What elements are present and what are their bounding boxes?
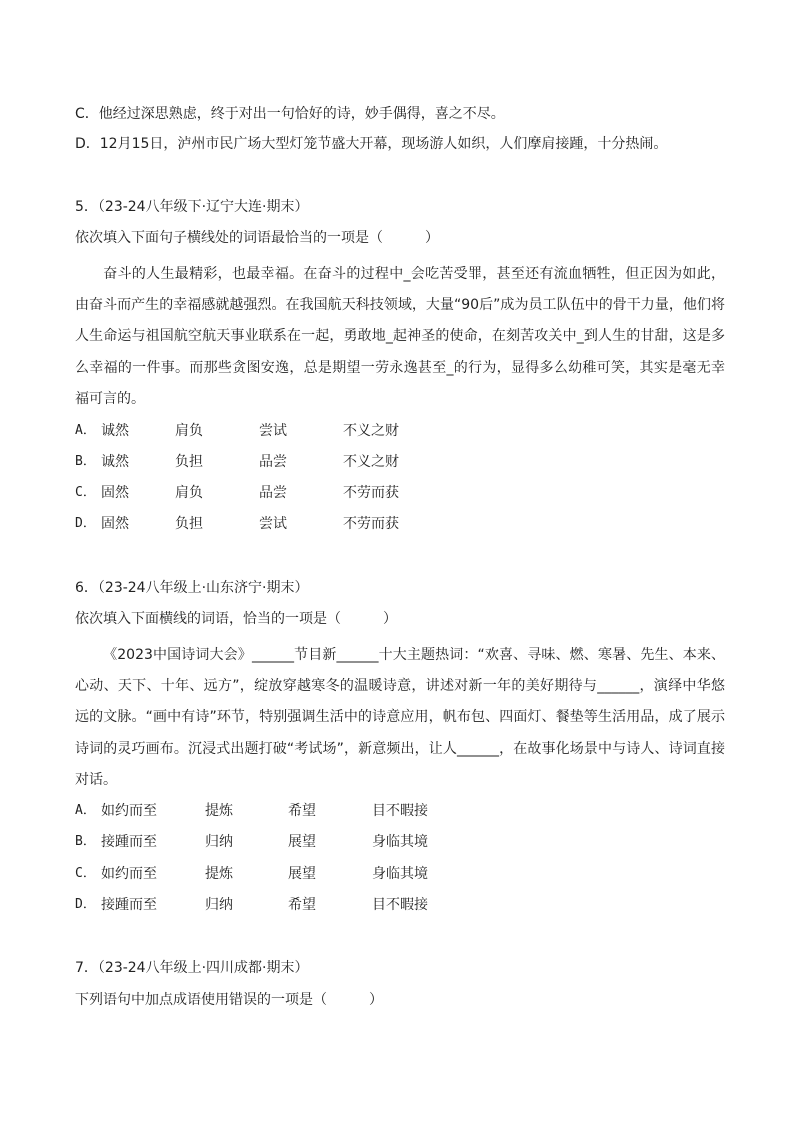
option-word-1: 诚然 [101, 454, 129, 470]
option-word-1: 固然 [101, 485, 129, 501]
q5-header: 5．（23-24八年级下·辽宁大连·期末） [75, 199, 309, 215]
q5-passage [75, 259, 725, 415]
option-word-3: 希望 [288, 897, 316, 913]
option-word-3: 品尝 [259, 454, 287, 470]
q6-passage-text: 《2023中国诗词大会》______节目新______十大主题热词：“欢喜、寻味、燃、寒暑、先生、本来、心动、天下、十年、远方”，绽放穿越寒冬的温暖诗意，讲述对新一年的美好期待与______，演绎中华悠远的文脉。“画中有诗”环节，特别强调生活中的诗意应用，帆布包、四面灯、餐垫等生活用品，成了展示诗词的灵巧画布。沉浸式出题打破“考试场”，新意频出，让人______，在故事化场景中与诗人、诗词直接对话。 [75, 647, 725, 788]
option-letter: D． [75, 516, 96, 531]
option-word-2: 负担 [175, 454, 203, 470]
option-word-2: 归纳 [205, 897, 233, 913]
option-word-2: 肩负 [175, 485, 203, 501]
option-word-4: 目不暇接 [372, 803, 428, 819]
q5-passage-text: 奋斗的人生最精彩，也最幸福。在奋斗的过程中_会吃苦受罪，甚至还有流血牺牲，但正因为如此，由奋斗而产生的幸福感就越强烈。在我国航天科技领域，大量“90后”成为员工队伍中的骨干力量，他们将人生命运与祖国航空航天事业联系在一起，勇敢地_起神圣的使命，在刻苦攻关中_到人生的甘甜，这是多么幸福的一件事。而那些贪图安逸，总是期望一劳永逸甚至_的行为，显得多么幼稚可笑，其实是毫无幸福可言的。 [75, 266, 725, 407]
option-word-3: 尝试 [259, 516, 287, 532]
option-word-2: 归纳 [205, 834, 233, 850]
option-letter: A． [75, 803, 96, 818]
option-word-3: 展望 [288, 834, 316, 850]
option-word-4: 目不暇接 [372, 897, 428, 913]
option-word-4: 不劳而获 [343, 516, 399, 532]
prev-option-d: D．12月15日，泸州市民广场大型灯笼节盛大开幕，现场游人如织，人们摩肩接踵，十分热闹。 [75, 136, 668, 152]
option-word-2: 提炼 [205, 866, 233, 882]
option-letter: B． [75, 834, 96, 849]
option-word-4: 不义之财 [343, 423, 399, 439]
option-letter: C． [75, 866, 96, 881]
option-word-4: 不义之财 [343, 454, 399, 470]
option-word-3: 尝试 [259, 423, 287, 439]
option-word-1: 如约而至 [101, 866, 157, 882]
option-word-4: 身临其境 [372, 866, 428, 882]
option-word-3: 希望 [288, 803, 316, 819]
option-word-3: 品尝 [259, 485, 287, 501]
q6-prompt: 依次填入下面横线的词语，恰当的一项是（ ） [75, 611, 397, 627]
option-word-2: 提炼 [205, 803, 233, 819]
q6-header: 6．（23-24八年级上·山东济宁·期末） [75, 580, 309, 596]
option-word-4: 身临其境 [372, 834, 428, 850]
option-letter: B． [75, 454, 96, 469]
option-word-1: 诚然 [101, 423, 129, 439]
prev-option-c: C．他经过深思熟虑，终于对出一句恰好的诗，妙手偶得，喜之不尽。 [75, 106, 505, 122]
option-letter: A． [75, 423, 96, 438]
option-word-1: 如约而至 [101, 803, 157, 819]
q7-header: 7．（23-24八年级上·四川成都·期末） [75, 960, 309, 976]
option-word-1: 固然 [101, 516, 129, 532]
q7-prompt: 下列语句中加点成语使用错误的一项是（ ） [75, 992, 383, 1008]
option-word-2: 负担 [175, 516, 203, 532]
q6-passage [75, 640, 725, 796]
option-letter: C． [75, 485, 96, 500]
option-word-3: 展望 [288, 866, 316, 882]
q5-prompt: 依次填入下面句子横线处的词语最恰当的一项是（ ） [75, 230, 439, 246]
option-word-1: 接踵而至 [101, 897, 157, 913]
option-word-1: 接踵而至 [101, 834, 157, 850]
option-letter: D． [75, 897, 96, 912]
option-word-2: 肩负 [175, 423, 203, 439]
option-word-4: 不劳而获 [343, 485, 399, 501]
